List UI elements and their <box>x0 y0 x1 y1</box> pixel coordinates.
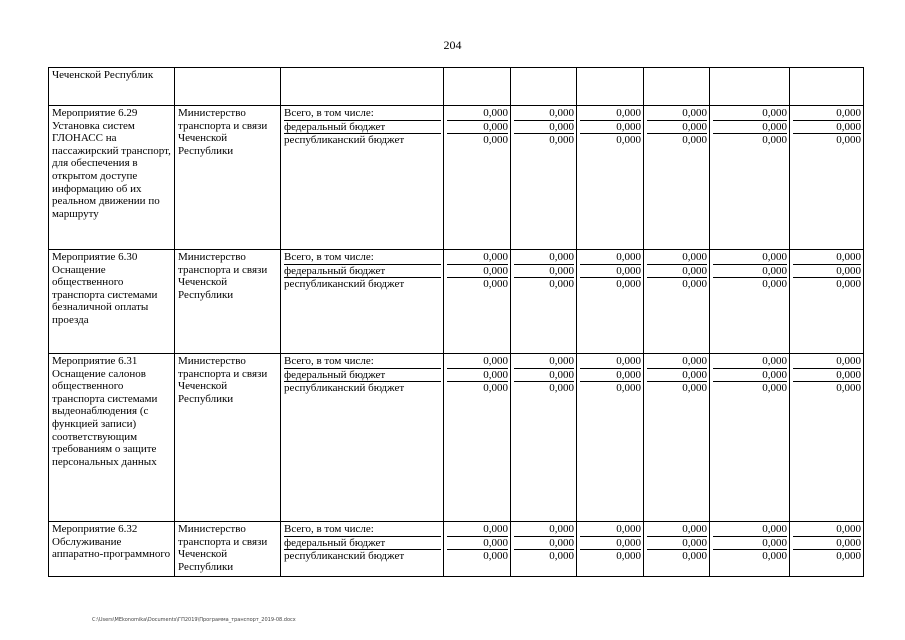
empty-cell <box>577 68 644 106</box>
amount-value: 0,000 <box>762 550 787 563</box>
amount-value: 0,000 <box>580 537 641 551</box>
amount-value: 0,000 <box>682 550 707 563</box>
amount-cell <box>790 354 864 522</box>
amount-cell <box>511 522 577 577</box>
measure-cell: Мероприятие 6.30 Оснащение общественного транспорта системами безналичной оплаты проезда <box>49 250 175 354</box>
amount-value: 0,000 <box>514 251 574 265</box>
amount-value: 0,000 <box>616 550 641 563</box>
amount-cell <box>577 106 644 250</box>
amount-cell <box>790 250 864 354</box>
amount-cell <box>444 106 511 250</box>
amount-value: 0,000 <box>647 523 707 537</box>
amount-value: 0,000 <box>713 355 787 369</box>
amount-value: 0,000 <box>682 382 707 395</box>
amount-value: 0,000 <box>580 523 641 537</box>
amount-cell <box>644 522 710 577</box>
amount-cell <box>511 250 577 354</box>
amount-cell <box>444 354 511 522</box>
table-row <box>49 106 864 250</box>
amount-value: 0,000 <box>514 523 574 537</box>
amount-cell <box>644 354 710 522</box>
amount-value: 0,000 <box>682 278 707 291</box>
amount-value: 0,000 <box>647 537 707 551</box>
executor-cell: Министерство транспорта и связи Чеченской Республики <box>175 522 281 577</box>
amount-value: 0,000 <box>580 121 641 135</box>
funding-source-label: республиканский бюджет <box>284 278 405 291</box>
amount-cell <box>710 354 790 522</box>
table-row-continuation <box>49 68 864 106</box>
amount-cell <box>710 250 790 354</box>
funding-source-label: Всего, в том числе: <box>284 107 441 121</box>
amount-value: 0,000 <box>483 134 508 147</box>
amount-value: 0,000 <box>713 107 787 121</box>
funding-source-label: республиканский бюджет <box>284 134 405 147</box>
executor-cell: Министерство транспорта и связи Чеченской Республики <box>175 106 281 250</box>
amount-value: 0,000 <box>793 121 861 135</box>
amount-value: 0,000 <box>447 251 508 265</box>
amount-cell <box>511 354 577 522</box>
amount-value: 0,000 <box>447 537 508 551</box>
measure-cell: Мероприятие 6.32 Обслуживание аппаратно-программного <box>49 522 175 577</box>
amount-value: 0,000 <box>580 355 641 369</box>
funding-source-label: федеральный бюджет <box>284 121 441 135</box>
amount-cell <box>644 250 710 354</box>
amount-value: 0,000 <box>793 265 861 279</box>
table-row <box>49 250 864 354</box>
amount-value: 0,000 <box>549 550 574 563</box>
table-row <box>49 354 864 522</box>
empty-cell <box>175 68 281 106</box>
amount-value: 0,000 <box>447 265 508 279</box>
empty-cell <box>444 68 511 106</box>
amount-cell <box>790 106 864 250</box>
executor-cell: Министерство транспорта и связи Чеченской Республики <box>175 250 281 354</box>
amount-cell <box>577 522 644 577</box>
amount-value: 0,000 <box>793 107 861 121</box>
amount-value: 0,000 <box>793 251 861 265</box>
amount-value: 0,000 <box>483 550 508 563</box>
amount-value: 0,000 <box>616 278 641 291</box>
funding-source-cell <box>281 522 444 577</box>
amount-cell <box>511 106 577 250</box>
program-table <box>48 67 864 577</box>
amount-value: 0,000 <box>647 355 707 369</box>
amount-value: 0,000 <box>447 369 508 383</box>
funding-source-label: республиканский бюджет <box>284 382 405 395</box>
amount-value: 0,000 <box>793 369 861 383</box>
measure-cell: Мероприятие 6.31 Оснащение салонов общественного транспорта системами выдеонаблюдения (с функцией записи) соответствующим требованиям о защите персональных данных <box>49 354 175 522</box>
amount-value: 0,000 <box>836 278 861 291</box>
amount-value: 0,000 <box>616 134 641 147</box>
amount-value: 0,000 <box>447 121 508 135</box>
amount-value: 0,000 <box>647 121 707 135</box>
amount-value: 0,000 <box>713 523 787 537</box>
amount-value: 0,000 <box>647 265 707 279</box>
amount-value: 0,000 <box>836 134 861 147</box>
funding-source-label: Всего, в том числе: <box>284 355 441 369</box>
amount-value: 0,000 <box>682 134 707 147</box>
amount-cell <box>790 522 864 577</box>
amount-cell <box>710 106 790 250</box>
executor-cell: Министерство транспорта и связи Чеченской Республики <box>175 354 281 522</box>
amount-value: 0,000 <box>647 251 707 265</box>
amount-value: 0,000 <box>836 382 861 395</box>
funding-source-label: федеральный бюджет <box>284 369 441 383</box>
amount-value: 0,000 <box>762 134 787 147</box>
amount-value: 0,000 <box>580 251 641 265</box>
amount-value: 0,000 <box>762 382 787 395</box>
amount-value: 0,000 <box>514 369 574 383</box>
amount-value: 0,000 <box>447 355 508 369</box>
amount-value: 0,000 <box>713 251 787 265</box>
amount-value: 0,000 <box>713 369 787 383</box>
amount-value: 0,000 <box>793 537 861 551</box>
amount-value: 0,000 <box>447 523 508 537</box>
funding-source-label: республиканский бюджет <box>284 550 405 563</box>
amount-cell <box>444 522 511 577</box>
amount-value: 0,000 <box>793 523 861 537</box>
amount-value: 0,000 <box>616 382 641 395</box>
amount-value: 0,000 <box>647 107 707 121</box>
amount-value: 0,000 <box>647 369 707 383</box>
amount-value: 0,000 <box>549 382 574 395</box>
amount-value: 0,000 <box>713 265 787 279</box>
table-row <box>49 522 864 577</box>
amount-value: 0,000 <box>514 107 574 121</box>
funding-source-cell <box>281 106 444 250</box>
amount-value: 0,000 <box>713 121 787 135</box>
funding-source-label: Всего, в том числе: <box>284 251 441 265</box>
amount-value: 0,000 <box>549 278 574 291</box>
amount-value: 0,000 <box>580 265 641 279</box>
page-number: 204 <box>443 38 462 52</box>
amount-value: 0,000 <box>580 369 641 383</box>
amount-value: 0,000 <box>549 134 574 147</box>
amount-value: 0,000 <box>514 537 574 551</box>
amount-cell <box>577 354 644 522</box>
amount-value: 0,000 <box>836 550 861 563</box>
amount-value: 0,000 <box>514 265 574 279</box>
amount-value: 0,000 <box>483 382 508 395</box>
file-path-footer: C:\Users\MEkonomika\Documents\ГП2019\Программа_транспорт_2019-08.docx <box>92 617 296 623</box>
amount-cell <box>444 250 511 354</box>
amount-value: 0,000 <box>793 355 861 369</box>
amount-value: 0,000 <box>762 278 787 291</box>
amount-value: 0,000 <box>580 107 641 121</box>
funding-source-cell <box>281 354 444 522</box>
empty-cell <box>511 68 577 106</box>
empty-cell <box>281 68 444 106</box>
funding-source-label: федеральный бюджет <box>284 537 441 551</box>
amount-cell <box>644 106 710 250</box>
empty-cell <box>710 68 790 106</box>
amount-value: 0,000 <box>713 537 787 551</box>
amount-value: 0,000 <box>514 355 574 369</box>
amount-cell <box>577 250 644 354</box>
funding-source-label: федеральный бюджет <box>284 265 441 279</box>
measure-cell: Мероприятие 6.29 Установка систем ГЛОНАСС на пассажирский транспорт, для обеспечения в открытом доступе информацию об их реальном движении по маршруту <box>49 106 175 250</box>
funding-source-cell <box>281 250 444 354</box>
amount-value: 0,000 <box>447 107 508 121</box>
empty-cell <box>790 68 864 106</box>
measure-cell: Чеченской Республик <box>49 68 175 106</box>
amount-value: 0,000 <box>514 121 574 135</box>
amount-value: 0,000 <box>483 278 508 291</box>
amount-cell <box>710 522 790 577</box>
funding-source-label: Всего, в том числе: <box>284 523 441 537</box>
empty-cell <box>644 68 710 106</box>
